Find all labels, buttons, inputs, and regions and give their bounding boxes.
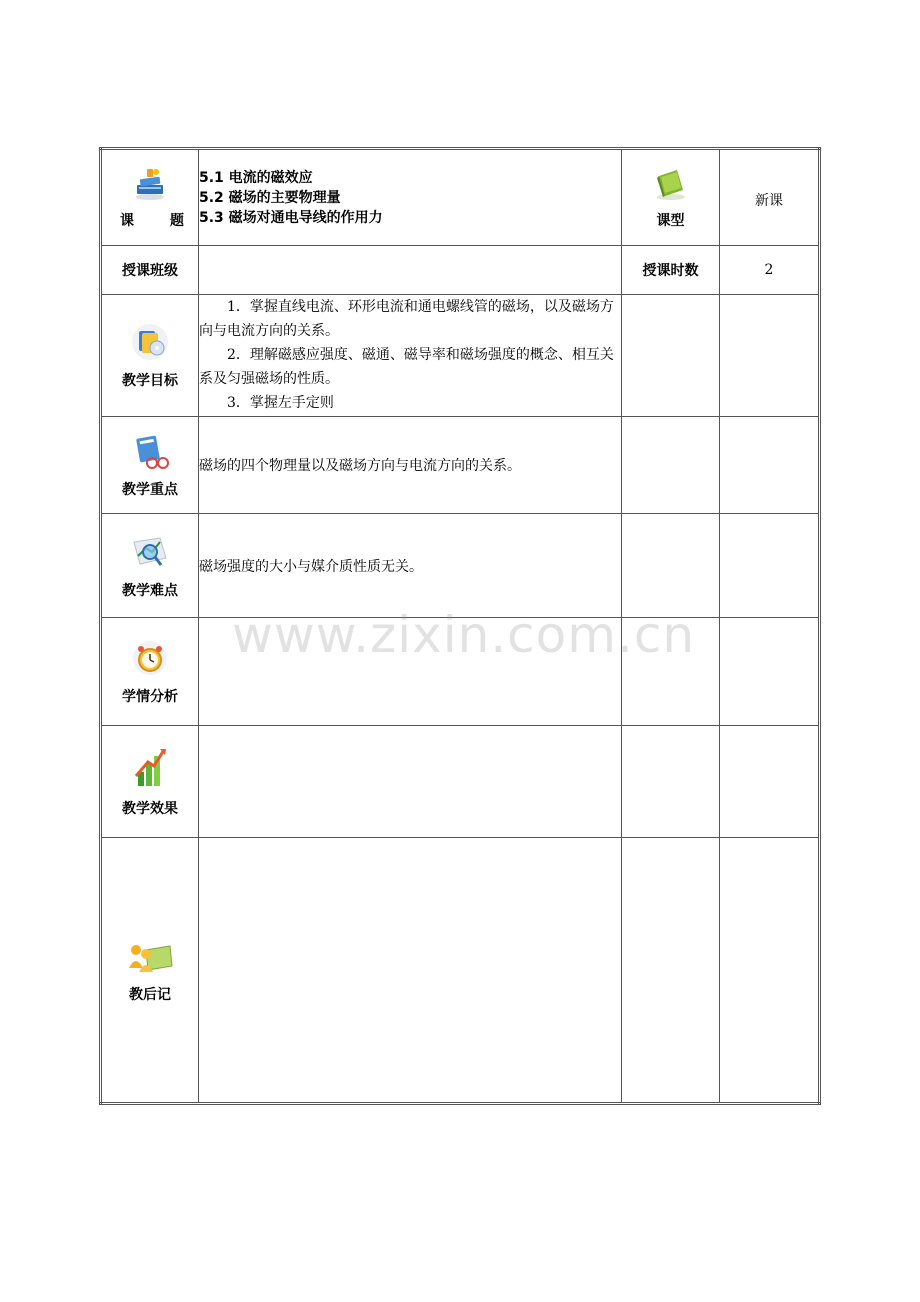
objectives-empty-cell xyxy=(622,295,720,417)
effect-text xyxy=(199,726,622,838)
topic-label-cell xyxy=(101,149,199,246)
reflection-empty-cell xyxy=(622,838,720,1104)
effect-empty-cell xyxy=(622,726,720,838)
class-label: 授课班级 xyxy=(101,246,199,295)
lesson-plan-table xyxy=(99,147,821,1105)
key-points-text: 磁场的四个物理量以及磁场方向与电流方向的关系。 xyxy=(199,417,622,514)
green-book-icon xyxy=(653,166,689,202)
topic-label-right: 题 xyxy=(170,212,184,229)
topic-label xyxy=(102,210,198,230)
topic-list xyxy=(199,149,622,246)
difficulties-text: 磁场强度的大小与媒介质性质无关。 xyxy=(199,514,622,618)
analysis-empty-cell xyxy=(622,618,720,726)
type-label: 课型 xyxy=(656,212,685,229)
topic-label-left: 课 xyxy=(120,212,134,229)
topic-item: 5.1 电流的磁效应 xyxy=(199,170,313,186)
magnifier-chart-icon xyxy=(130,532,170,572)
analysis-row xyxy=(101,618,820,726)
analysis-label: 学情分析 xyxy=(122,688,178,705)
hours-label: 授课时数 xyxy=(622,246,720,295)
difficulties-label: 教学难点 xyxy=(122,582,178,599)
class-value xyxy=(199,246,622,295)
hours-value: 2 xyxy=(720,246,820,295)
key-points-row xyxy=(101,417,820,514)
analysis-empty-cell xyxy=(720,618,820,726)
reflection-empty-cell xyxy=(720,838,820,1104)
objectives-row xyxy=(101,295,820,417)
topic-row xyxy=(101,149,820,246)
objectives-empty-cell xyxy=(720,295,820,417)
objectives-label: 教学目标 xyxy=(122,372,178,389)
topic-item: 5.3 磁场对通电导线的作用力 xyxy=(199,210,383,226)
objective-item: 2．理解磁感应强度、磁通、磁导率和磁场强度的概念、相互关系及匀强磁场的性质。 xyxy=(199,347,614,387)
objectives-label-cell xyxy=(101,295,199,417)
type-label-cell xyxy=(622,149,720,246)
effect-label-cell xyxy=(101,726,199,838)
key-points-empty-cell xyxy=(622,417,720,514)
difficulties-empty-cell xyxy=(622,514,720,618)
reflection-label: 教后记 xyxy=(129,987,171,1003)
effect-empty-cell xyxy=(720,726,820,838)
key-points-empty-cell xyxy=(720,417,820,514)
difficulties-empty-cell xyxy=(720,514,820,618)
reflection-row xyxy=(101,838,820,1104)
analysis-label-cell xyxy=(101,618,199,726)
analysis-text xyxy=(199,618,622,726)
effect-label: 教学效果 xyxy=(122,800,178,817)
watermark: www.zixin.com.cn xyxy=(232,606,696,664)
reflection-label-cell xyxy=(101,838,199,1104)
alarm-clock-icon xyxy=(130,638,170,678)
objectives-list xyxy=(199,295,622,417)
reflection-text xyxy=(199,838,622,1104)
books-stack-icon xyxy=(132,166,168,202)
growth-chart-icon xyxy=(130,746,170,790)
card-glasses-icon xyxy=(130,431,170,471)
difficulties-row xyxy=(101,514,820,618)
objective-item: 3．掌握左手定则 xyxy=(227,395,334,411)
book-cd-icon xyxy=(130,322,170,362)
effect-row xyxy=(101,726,820,838)
key-points-label: 教学重点 xyxy=(122,482,178,498)
people-book-icon xyxy=(126,936,174,976)
objective-item: 1．掌握直线电流、环形电流和通电螺线管的磁场，以及磁场方向与电流方向的关系。 xyxy=(199,299,614,339)
key-points-label-cell xyxy=(101,417,199,514)
difficulties-label-cell xyxy=(101,514,199,618)
class-row xyxy=(101,246,820,295)
topic-item: 5.2 磁场的主要物理量 xyxy=(199,190,341,206)
type-value: 新课 xyxy=(720,149,820,246)
